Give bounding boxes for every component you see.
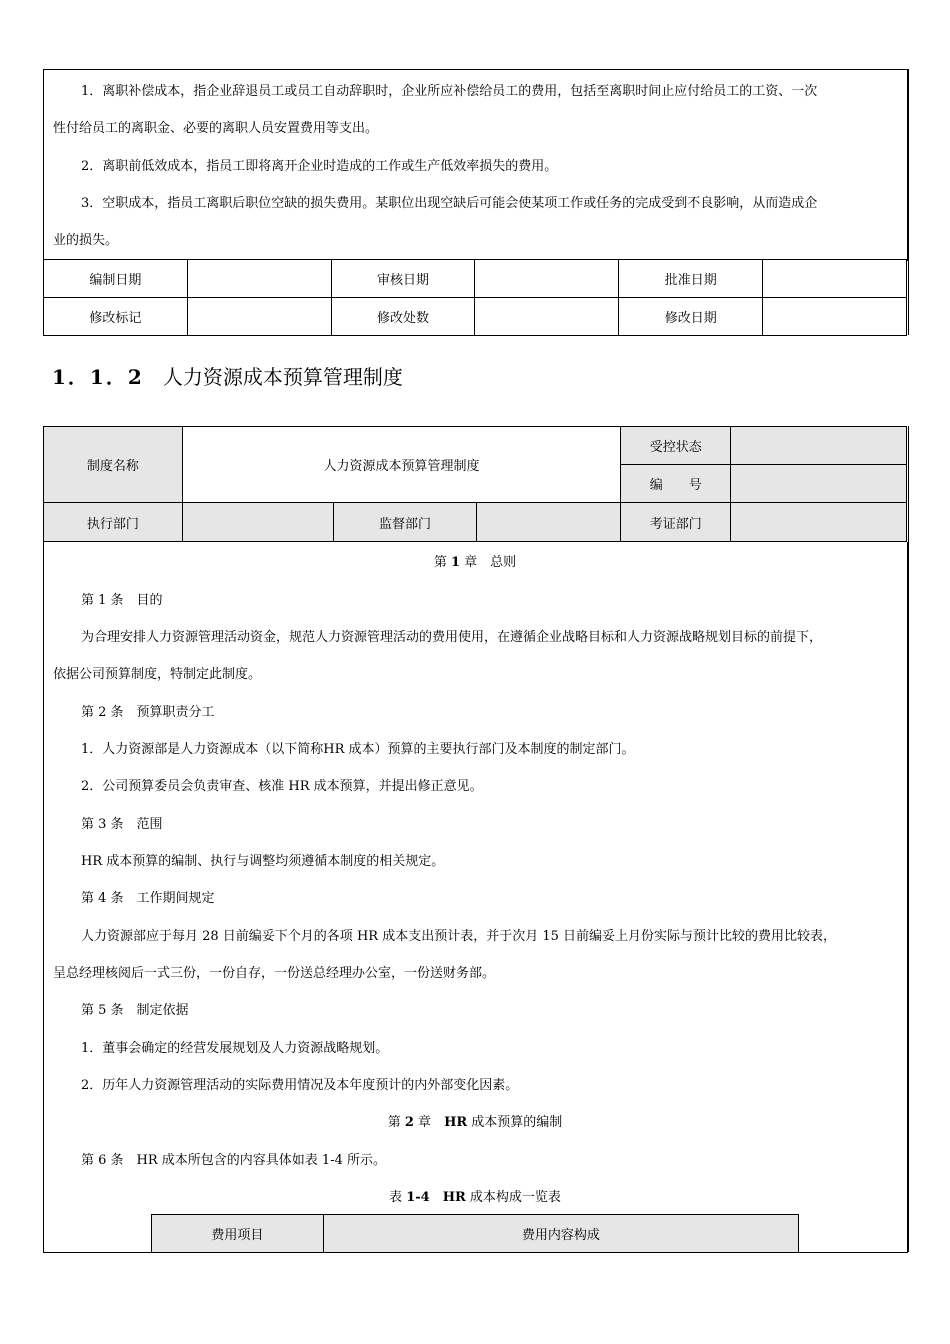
header-right-double (908, 426, 909, 1252)
revision-mark-label: 修改标记 (44, 298, 188, 336)
compile-date-value[interactable] (187, 260, 331, 298)
article-5-item-1: 1．董事会确定的经营发展规划及人力资源战略规划。 (81, 1041, 389, 1056)
para-3-line-2: 业的损失。 (53, 233, 119, 248)
verify-dept-value[interactable] (731, 503, 907, 542)
article-2-item-1: 1．人力资源部是人力资源成本（以下简称HR 成本）预算的主要执行部门及本制度的制定部门。 (81, 742, 635, 757)
para-1-line-2: 性付给员工的离职金、必要的离职人员安置费用等支出。 (53, 121, 379, 136)
article-1-text-2: 依据公司预算制度，特制定此制度。 (53, 667, 262, 682)
review-date-label: 审核日期 (331, 260, 475, 298)
article-3-title: 第 3 条 范围 (81, 817, 163, 832)
article-5-title: 第 5 条 制定依据 (81, 1003, 189, 1018)
policy-name-value: 人力资源成本预算管理制度 (182, 427, 620, 503)
para-3-line-1: 3．空职成本，指员工离职后职位空缺的损失费用。某职位出现空缺后可能会使某项工作或任务的完成受到不良影响，从而造成企 (81, 196, 818, 211)
article-3-text: HR 成本预算的编制、执行与调整均须遵循本制度的相关规定。 (81, 854, 445, 869)
section-heading (52, 364, 403, 390)
revision-mark-value[interactable] (187, 298, 331, 336)
revision-date-value[interactable] (763, 298, 907, 336)
approval-table (43, 259, 907, 336)
cost-composition-table (151, 1214, 799, 1253)
article-4-text-2: 呈总经理核阅后一式三份，一份自存，一份送总经理办公室，一份送财务部。 (53, 966, 496, 981)
code-value[interactable] (731, 465, 907, 503)
approve-date-value[interactable] (763, 260, 907, 298)
article-2-item-2: 2．公司预算委员会负责审查、核准 HR 成本预算，并提出修正意见。 (81, 779, 483, 794)
chapter-2-title: 第 2 章 HR 成本预算的编制 (387, 1115, 563, 1130)
article-1-text-1: 为合理安排人力资源管理活动资金，规范人力资源管理活动的费用使用，在遵循企业战略目标和人力资源战略规划目标的前提下， (81, 630, 823, 645)
exec-dept-value[interactable] (182, 503, 333, 542)
table-1-4-caption: 表 1-4 HR 成本构成一览表 (389, 1190, 561, 1205)
cost-item-header: 费用项目 (152, 1215, 324, 1253)
control-status-value[interactable] (731, 427, 907, 465)
code-label: 编 号 (621, 465, 731, 503)
verify-dept-label: 考证部门 (621, 503, 731, 542)
section-title: 人力资源成本预算管理制度 (162, 365, 403, 389)
para-2-line-1: 2．离职前低效成本，指员工即将离开企业时造成的工作或生产低效率损失的费用。 (81, 159, 558, 174)
revision-count-value[interactable] (475, 298, 619, 336)
article-4-text-1: 人力资源部应于每月 28 日前编妥下个月的各项 HR 成本支出预计表，并于次月 15 日前编妥上月份实际与预计比较的费用比较表， (81, 929, 837, 944)
revision-count-label: 修改处数 (331, 298, 475, 336)
review-date-value[interactable] (475, 260, 619, 298)
compile-date-label: 编制日期 (44, 260, 188, 298)
para-1-line-1: 1．离职补偿成本，指企业辞退员工或员工自动辞职时，企业所应补偿给员工的费用，包括至离职时间止应付给员工的工资、一次 (81, 84, 818, 99)
exec-dept-label: 执行部门 (44, 503, 183, 542)
article-5-item-2: 2．历年人力资源管理活动的实际费用情况及本年度预计的内外部变化因素。 (81, 1078, 519, 1093)
article-6-text: 第 6 条 HR 成本所包含的内容具体如表 1-4 所示。 (81, 1153, 386, 1168)
control-status-label: 受控状态 (621, 427, 731, 465)
policy-header-table (43, 426, 907, 542)
article-2-title: 第 2 条 预算职责分工 (81, 705, 215, 720)
supervise-dept-value[interactable] (477, 503, 621, 542)
cost-content-header: 费用内容构成 (323, 1215, 798, 1253)
article-1-title: 第 1 条 目的 (81, 593, 163, 608)
policy-name-label: 制度名称 (44, 427, 183, 503)
chapter-1-title: 第 1 章 总则 (433, 555, 517, 570)
article-4-title: 第 4 条 工作期间规定 (81, 891, 215, 906)
revision-date-label: 修改日期 (619, 298, 763, 336)
approve-date-label: 批准日期 (619, 260, 763, 298)
supervise-dept-label: 监督部门 (333, 503, 477, 542)
section-number: 1．1．2 (52, 365, 144, 389)
